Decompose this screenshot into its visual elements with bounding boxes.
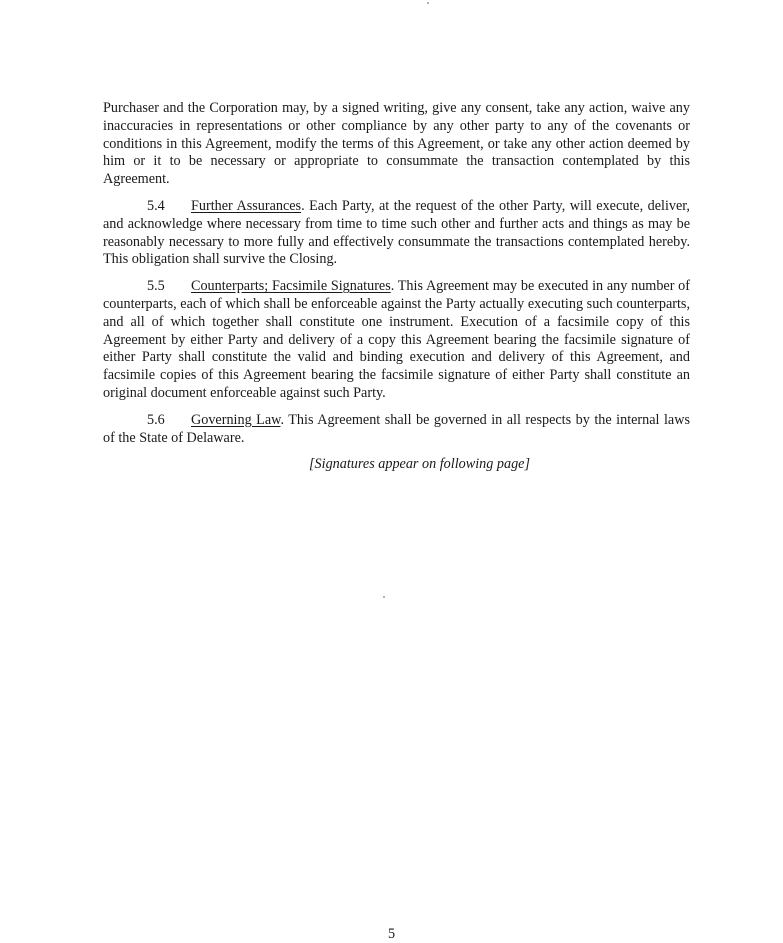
section-heading: Governing Law <box>191 411 281 428</box>
section-number: 5.6 <box>147 411 165 428</box>
section-number: 5.4 <box>147 197 165 214</box>
section-heading: Further Assurances <box>191 197 302 214</box>
section-body: . This Agreement may be executed in any number of counterparts, each of which shall be enforceable against the Party actually executing such counterparts, and all of which together shall constitute one instrument. Execution of a facsimile copy of this Agreement by either Party and delivery of a copy this Agreement bearing the facsimile signature of either Party shall constitute the valid and binding execution and delivery of this Agreement, and facsimile copies of this Agreement bearing the facsimile signature of either Party shall constitute an original document enforceable against such Party. <box>103 278 690 401</box>
page-number: 5 <box>387 926 396 942</box>
section-5-6 <box>103 412 690 448</box>
section-body: . This Agreement shall be governed in all respects by the internal laws of the State of Delaware. <box>103 411 690 446</box>
section-heading: Counterparts; Facsimile Signatures <box>191 278 391 295</box>
signature-note: [Signatures appear on following page] <box>309 456 530 473</box>
scan-speck <box>383 596 385 598</box>
section-number: 5.5 <box>147 278 165 295</box>
scan-speck <box>427 2 429 4</box>
section-5-5 <box>103 278 690 403</box>
intro-paragraph: Purchaser and the Corporation may, by a signed writing, give any consent, take any action, waive any inaccuracies in representations or other compliance by any other party to any of the covenants or conditions in this Agreement, modify the terms of this Agreement, or take any other action deemed by him or it to be necessary or appropriate to consummate the transaction contemplated by this Agreement. <box>103 100 690 188</box>
section-body: . Each Party, at the request of the other Party, will execute, deliver, and acknowledge where necessary from time to time such other and further acts and things as may be reasonably necessary to more fully and effectively consummate the transactions contemplated hereby. This obligation shall survive the Closing. <box>103 197 690 268</box>
document-page <box>103 100 690 483</box>
section-5-4 <box>103 198 690 269</box>
